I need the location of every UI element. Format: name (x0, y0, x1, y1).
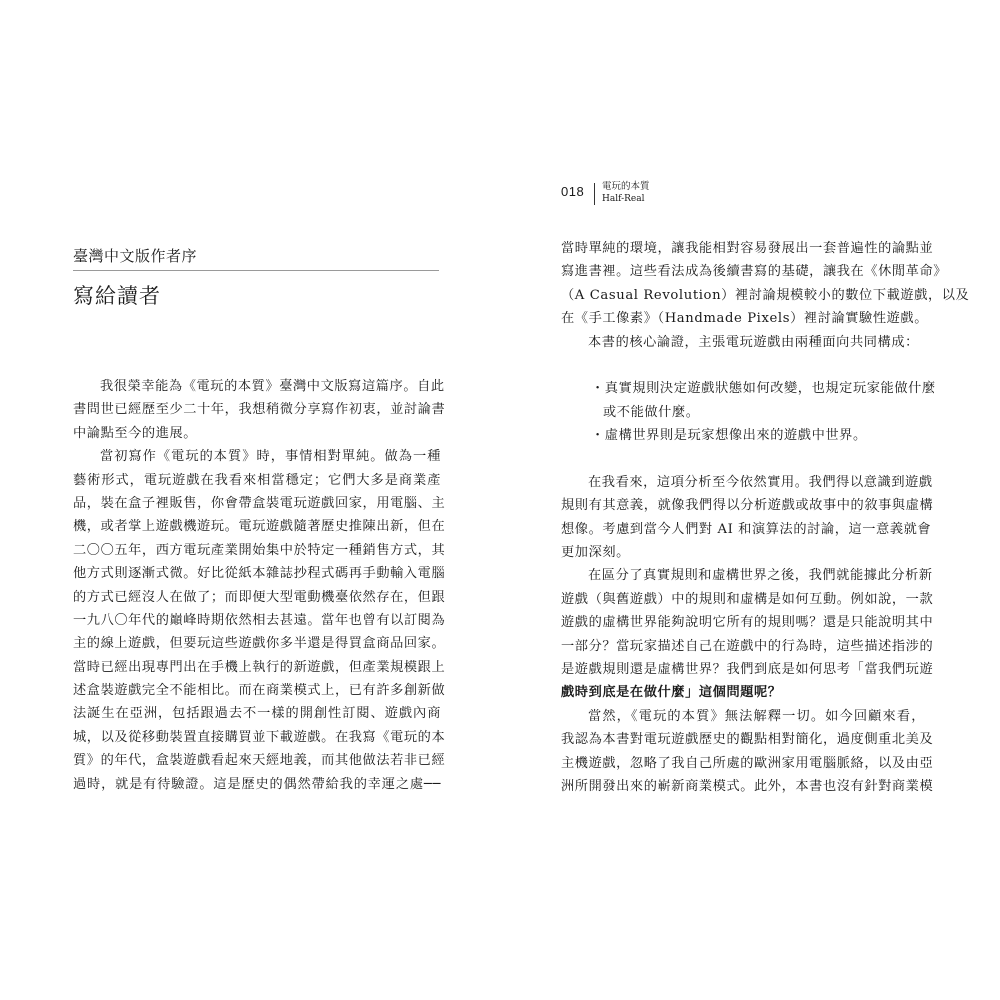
text-line: 在我看來，這項分析至今依然實用。我們得以意識到遊戲 (588, 474, 933, 490)
text-line: 想像。考慮到當今人們對 AI 和演算法的討論，這一意義就會 (561, 521, 932, 537)
text-line: 書問世已經歷至少二十年，我想稍微分享寫作初衷，並討論書 (73, 402, 446, 418)
text-line: 的方式已經沒人在做了；而即便大型電動機臺依然存在，但跟 (73, 589, 446, 605)
right-page (500, 0, 1000, 1000)
preface-title: 寫給讀者 (73, 284, 161, 308)
text-line: 一九八〇年代的巔峰時期依然相去甚遠。當年也曾有以訂閱為 (73, 612, 446, 628)
text-line: 本書的核心論證，主張電玩遊戲由兩種面向共同構成： (588, 334, 919, 350)
text-line: 規則有其意義，就像我們得以分析遊戲或故事中的敘事與虛構 (561, 498, 934, 514)
text-line: 過時，就是有待驗證。這是歷史的偶然帶給我的幸運之處── (73, 776, 441, 792)
text-line: 戲時到底是在做什麼」這個問題呢？ (561, 685, 782, 701)
left-body-text (73, 375, 446, 796)
heading-divider (73, 270, 439, 271)
text-line: 在區分了真實規則和虛構世界之後，我們就能據此分析新 (588, 568, 933, 584)
text-line: 或不能做什麼。 (603, 404, 700, 420)
text-line: （A Casual Revolution）裡討論規模較小的數位下載遊戲，以及 (561, 287, 970, 303)
text-line: 述盒裝遊戲完全不能相比。而在商業模式上，已有許多創新做 (73, 683, 446, 699)
text-line: 當然，《電玩的本質》無法解釋一切。如今回顧來看， (588, 708, 925, 724)
text-line: 遊戲的虛構世界能夠說明它所有的規則嗎？還是只能說明其中 (561, 615, 934, 631)
running-head-title: 電玩的本質 (602, 181, 650, 192)
text-line: 法誕生在亞洲，包括跟過去不一樣的開創性訂閱、遊戲內商 (73, 706, 441, 722)
bullet-rules: ・真實規則決定遊戲狀態如何改變，也規定玩家能做什麼 (591, 381, 936, 397)
text-line: 更加深刻。 (561, 545, 630, 561)
text-line: 城，以及從移動裝置直接購買並下載遊戲。在我寫《電玩的本 (73, 729, 446, 745)
text-line: 當時單純的環境，讓我能相對容易發展出一套普遍性的論點並 (561, 241, 934, 256)
text-line: 在《手工像素》（Handmade Pixels）裡討論實驗性遊戲。 (561, 311, 928, 327)
text-line: 主機遊戲，忽略了我自己所處的歐洲家用電腦脈絡，以及由亞 (561, 755, 934, 771)
text-line: 我很榮幸能為《電玩的本質》臺灣中文版寫這篇序。自此 (100, 379, 445, 394)
text-line: 我認為本書對電玩遊戲歷史的觀點相對簡化，過度側重北美及 (561, 732, 934, 748)
text-line: 當初寫作《電玩的本質》時，事情相對單純。做為一種 (100, 449, 441, 465)
text-line: 是遊戲規則還是虛構世界？我們到底是如何思考「當我們玩遊 (561, 662, 934, 678)
text-line: 主的線上遊戲，但要玩這些遊戲你多半還是得買盒商品回家。 (73, 636, 446, 652)
text-line: 中論點至今的進展。 (73, 425, 198, 441)
header-divider (594, 183, 595, 205)
text-line: 二〇〇五年，西方電玩產業開始集中於特定一種銷售方式，其 (73, 542, 446, 558)
blank-line (561, 448, 925, 471)
text-line: 品，裝在盒子裡販售，你會帶盒裝電玩遊戲回家，用電腦、主 (73, 495, 446, 511)
text-line: 洲所開發出來的嶄新商業模式。此外，本書也沒有針對商業模 (561, 778, 934, 794)
text-line: 寫進書裡。這些看法成為後續書寫的基礎，讓我在《休閒革命》 (561, 264, 948, 280)
running-head-subtitle: Half-Real (602, 194, 645, 204)
page-number: 018 (561, 184, 585, 199)
text-line: 他方式則逐漸式微。好比從紙本雜誌抄程式碼再手動輸入電腦 (73, 566, 446, 582)
text-line: 機，或者掌上遊戲機遊玩。電玩遊戲隨著歷史推陳出新，但在 (73, 519, 446, 535)
text-line: 一部分？當玩家描述自己在遊戲中的行為時，這些描述指涉的 (561, 638, 934, 654)
text-line: 遊戲（與舊遊戲）中的規則和虛構是如何互動。例如說，一款 (561, 591, 934, 607)
bullet-fiction: ・虛構世界則是玩家想像出來的遊戲中世界。 (591, 428, 867, 444)
right-body-text (561, 237, 970, 798)
text-line: 藝術形式，電玩遊戲在我看來相當穩定；它們大多是商業產 (73, 472, 441, 488)
text-line: 當時已經出現專門出在手機上執行的新遊戲，但產業規模跟上 (73, 659, 446, 675)
blank-line (561, 354, 925, 377)
text-line: 質》的年代，盒裝遊戲看起來天經地義，而其他做法若非已經 (73, 753, 446, 769)
preface-label: 臺灣中文版作者序 (73, 247, 198, 265)
